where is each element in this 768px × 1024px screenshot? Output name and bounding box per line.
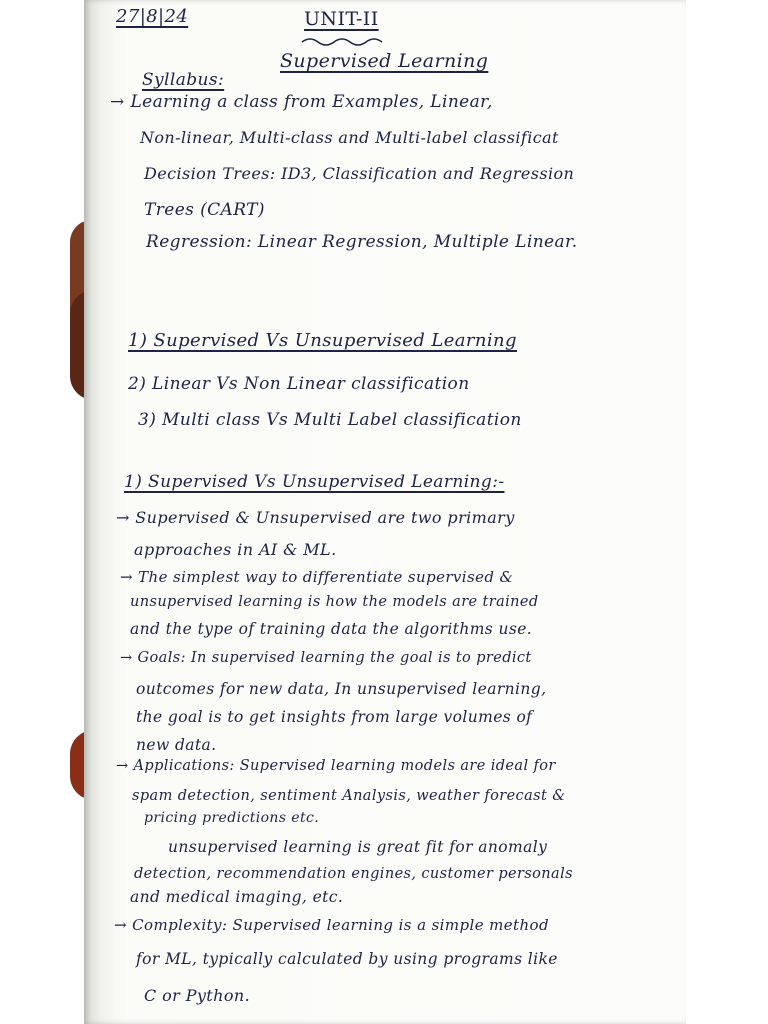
note-line: pricing predictions etc.	[144, 810, 320, 826]
date: 27|8|24	[116, 6, 189, 27]
syllabus-line: Non-linear, Multi-class and Multi-label classificat	[140, 128, 559, 147]
syllabus-label: Syllabus:	[142, 70, 225, 90]
note-line: spam detection, sentiment Analysis, weather forecast &	[132, 788, 566, 804]
note-line: the goal is to get insights from large volumes of	[136, 708, 533, 726]
notebook-page	[84, 0, 686, 1024]
syllabus-line: → Learning a class from Examples, Linear,	[110, 92, 493, 112]
note-line: unsupervised learning is great fit for anomaly	[168, 838, 548, 856]
syllabus-line: Decision Trees: ID3, Classification and Regression	[144, 164, 575, 183]
note-line: outcomes for new data, In unsupervised learning,	[136, 680, 547, 698]
note-line: → Applications: Supervised learning models are ideal for	[116, 758, 556, 774]
section-heading: 1) Supervised Vs Unsupervised Learning:-	[124, 472, 505, 492]
note-line: unsupervised learning is how the models are trained	[130, 594, 539, 610]
topic-title: Supervised Learning	[280, 50, 489, 72]
note-line: → Complexity: Supervised learning is a simple method	[114, 916, 549, 934]
topic-item: 1) Supervised Vs Unsupervised Learning	[128, 330, 517, 351]
note-line: and medical imaging, etc.	[130, 888, 344, 906]
note-line: detection, recommendation engines, customer personals	[134, 866, 573, 882]
note-line: approaches in AI & ML.	[134, 540, 337, 559]
wavy-underline	[300, 36, 390, 46]
syllabus-line: Regression: Linear Regression, Multiple Linear.	[146, 232, 578, 252]
unit-title: UNIT-II	[304, 8, 379, 30]
note-line: → Supervised & Unsupervised are two primary	[116, 508, 515, 527]
note-line: for ML, typically calculated by using programs like	[136, 950, 558, 968]
note-line: → Goals: In supervised learning the goal is to predict	[120, 650, 532, 666]
topic-item: 2) Linear Vs Non Linear classification	[128, 374, 470, 394]
note-line: new data.	[136, 736, 217, 754]
topic-item: 3) Multi class Vs Multi Label classification	[138, 410, 522, 430]
note-line: and the type of training data the algorithms use.	[130, 620, 533, 638]
note-line: C or Python.	[144, 986, 251, 1005]
syllabus-line: Trees (CART)	[144, 200, 265, 220]
note-line: → The simplest way to differentiate supervised &	[120, 568, 514, 586]
